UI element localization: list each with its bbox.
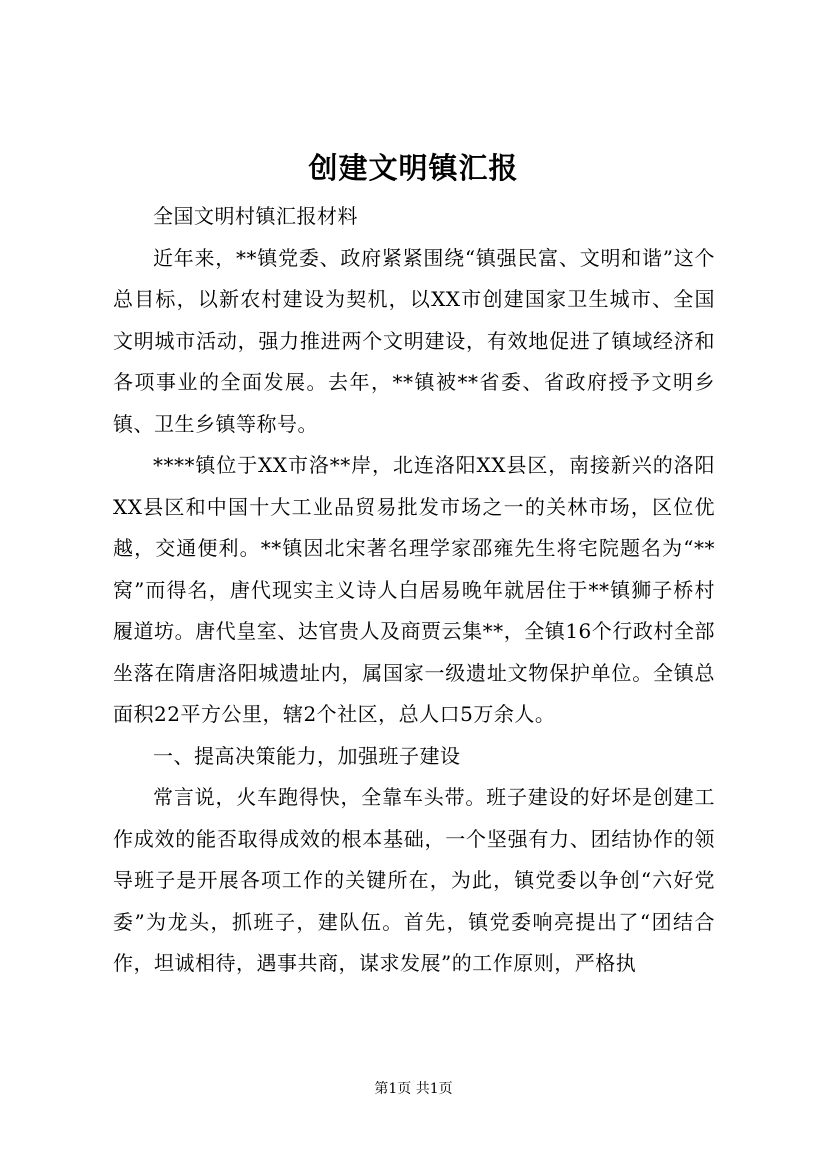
document-title: 创建文明镇汇报 <box>308 151 519 185</box>
subtitle-paragraph: 全国文明村镇汇报材料 <box>153 204 358 228</box>
body-paragraph: ****镇位于XX市洛**岸，北连洛阳XX县区，南接新兴的洛阳XX县区和中国十大工业品贸易批发市场之一的关林市场，区位优越，交通便利。**镇因北宋著名理学家邵雍先生将宅院题名为“**窝”而得名，唐代现实主义诗人白居易晚年就居住于**镇狮子桥村履道坊。唐代皇室、达官贵人及商贾云集**，全镇16个行政村全部坐落在隋唐洛阳城遗址内，属国家一级遗址文物保护单位。全镇总面积22平方公里，辖2个社区，总人口5万余人。 <box>113 453 715 726</box>
section-heading: 一、提高决策能力，加强班子建设 <box>153 743 461 768</box>
body-paragraph: 近年来，**镇党委、政府紧紧围绕“镇强民富、文明和谐”这个总目标，以新农村建设为契机，以XX市创建国家卫生城市、全国文明城市活动，强力推进两个文明建设，有效地促进了镇域经济和各项事业的全面发展。去年，**镇被**省委、省政府授予文明乡镇、卫生乡镇等称号。 <box>113 245 715 436</box>
document-body <box>113 196 715 985</box>
body-paragraph: 常言说，火车跑得快，全靠车头带。班子建设的好坏是创建工作成效的能否取得成效的根本基础，一个坚强有力、团结协作的领导班子是开展各项工作的关键所在，为此，镇党委以争创“六好党委”为龙头，抓班子，建队伍。首先，镇党委响亮提出了“团结合作，坦诚相待，遇事共商，谋求发展”的工作原则，严格执 <box>113 785 715 975</box>
page-footer: 第1页 共1页 <box>374 1081 453 1097</box>
